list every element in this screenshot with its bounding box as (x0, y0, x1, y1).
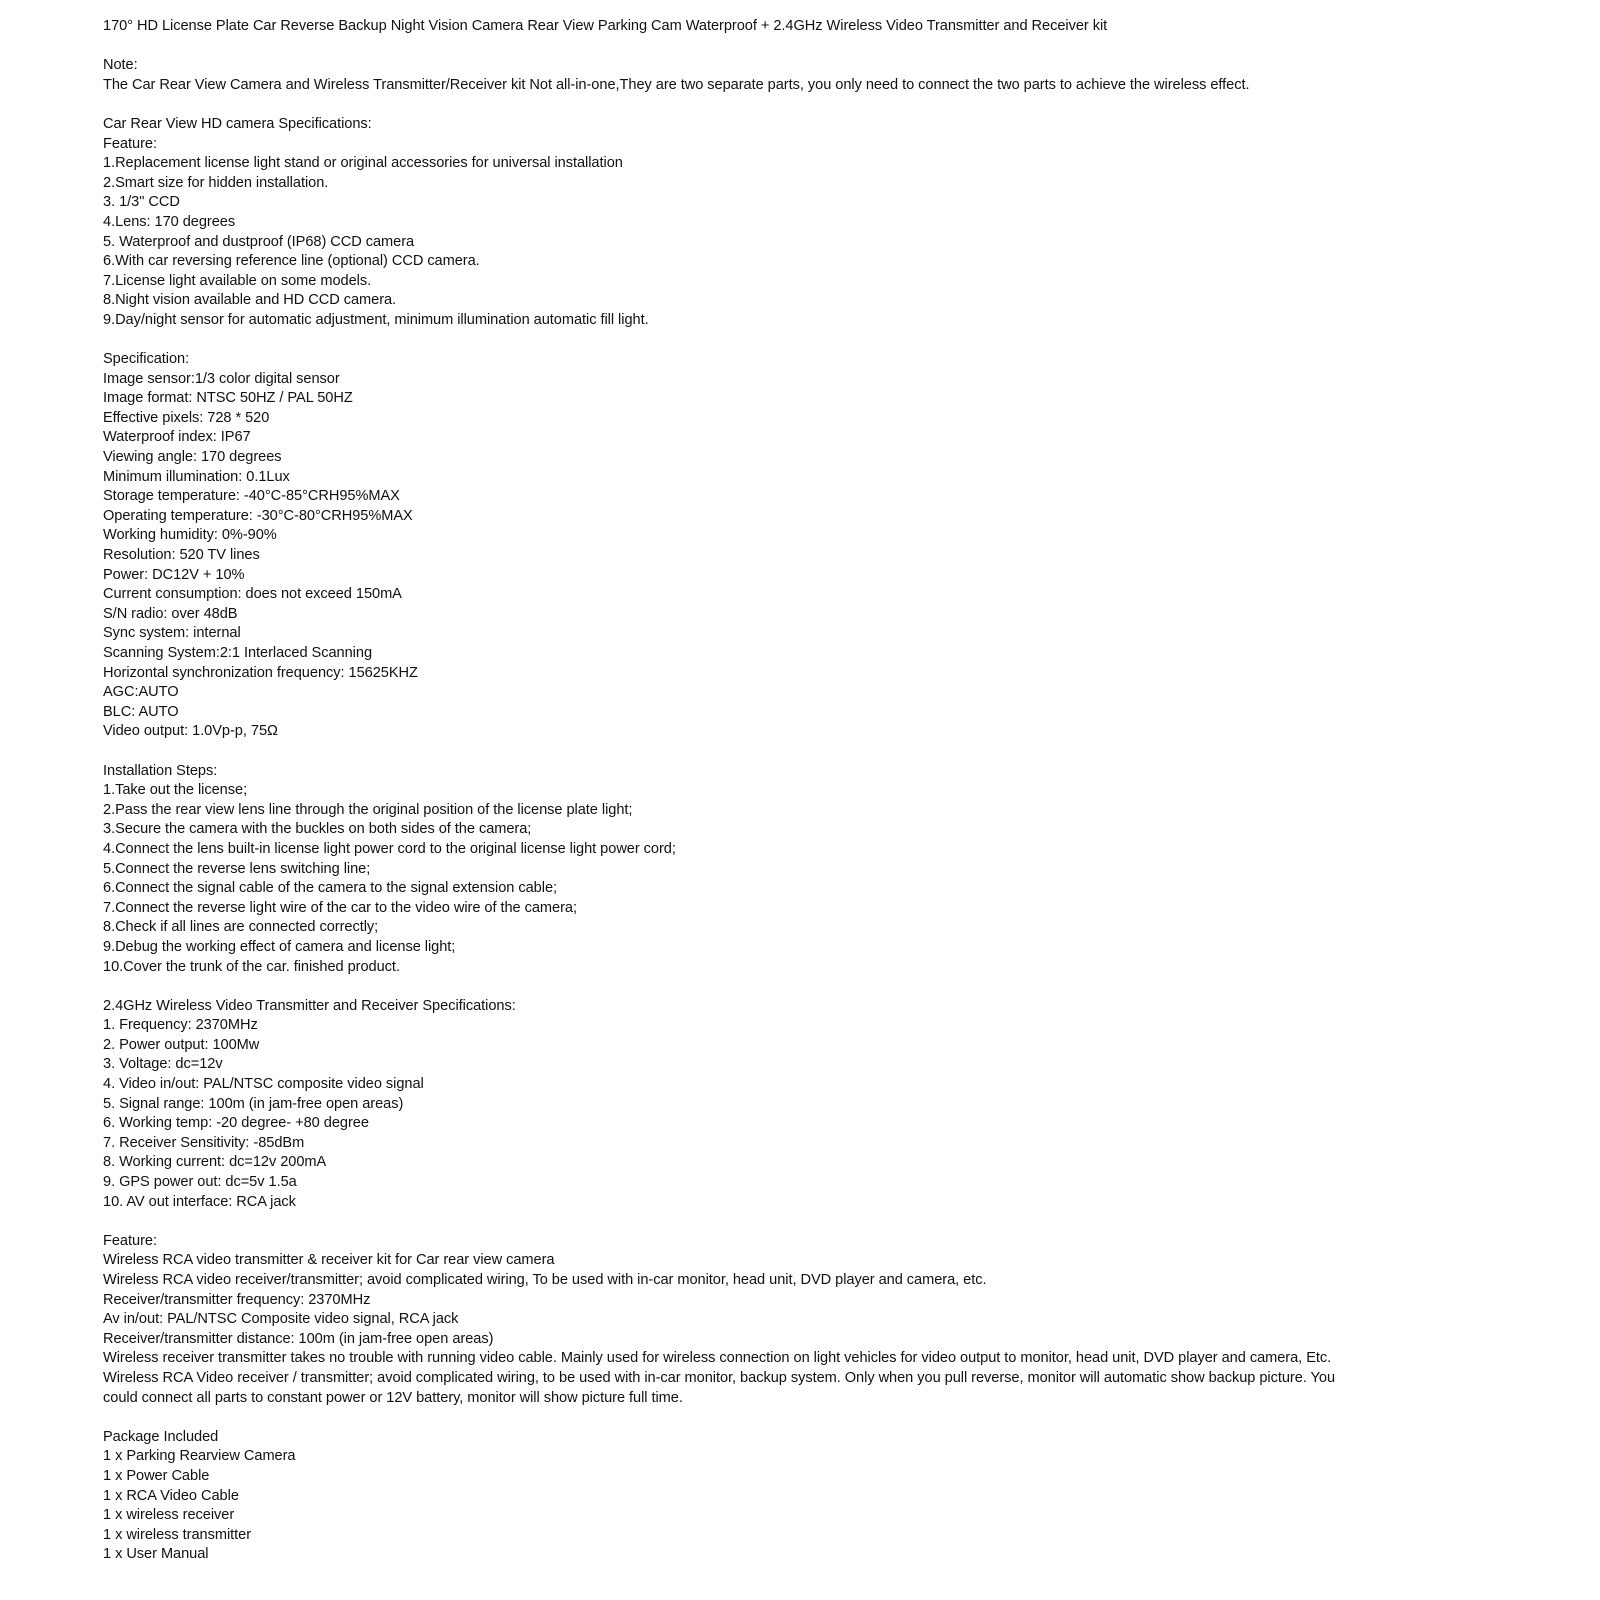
camera-feature-item: 1.Replacement license light stand or original accessories for universal installation (103, 155, 623, 172)
spacer (103, 1408, 1503, 1428)
package-item: 1 x RCA Video Cable (103, 1487, 239, 1504)
wireless-feature-line: could connect all parts to constant power or 12V battery, monitor will show picture full time. (103, 1389, 683, 1406)
wireless-feature-line: Receiver/transmitter distance: 100m (in jam-free open areas) (103, 1330, 494, 1347)
camera-feature-item: 7.License light available on some models. (103, 272, 372, 289)
spacer (103, 37, 1503, 57)
wireless-specs-section (103, 997, 1503, 1213)
spec-item: BLC: AUTO (103, 703, 179, 720)
wireless-spec-item: 3. Voltage: dc=12v (103, 1056, 223, 1073)
note-heading: Note: (103, 57, 138, 74)
package-section (103, 1428, 1503, 1565)
note-section (103, 56, 1503, 95)
camera-feature-heading: Feature: (103, 135, 157, 152)
spec-item: Operating temperature: -30°C-80°CRH95%MAX (103, 507, 413, 524)
spacer (103, 742, 1503, 762)
spec-item: S/N radio: over 48dB (103, 605, 238, 622)
wireless-feature-line: Receiver/transmitter frequency: 2370MHz (103, 1291, 371, 1308)
spacer (103, 1212, 1503, 1232)
spec-item: Image sensor:1/3 color digital sensor (103, 370, 340, 387)
spec-item: AGC:AUTO (103, 684, 179, 701)
package-item: 1 x Power Cable (103, 1467, 210, 1484)
wireless-spec-item: 9. GPS power out: dc=5v 1.5a (103, 1174, 297, 1191)
specification-section (103, 350, 1503, 742)
installation-step: 7.Connect the reverse light wire of the car to the video wire of the camera; (103, 899, 577, 916)
camera-feature-item: 6.With car reversing reference line (optional) CCD camera. (103, 253, 480, 270)
camera-specs-section (103, 115, 1503, 331)
note-text: The Car Rear View Camera and Wireless Transmitter/Receiver kit Not all-in-one,They are two separate parts, you only need to connect the two parts to achieve the wireless effect. (103, 76, 1250, 93)
wireless-feature-line: Wireless RCA video transmitter & receiver kit for Car rear view camera (103, 1252, 555, 1269)
installation-step: 5.Connect the reverse lens switching line; (103, 860, 371, 877)
wireless-spec-item: 10. AV out interface: RCA jack (103, 1193, 296, 1210)
installation-step: 10.Cover the trunk of the car. finished product. (103, 958, 400, 975)
wireless-feature-line: Wireless RCA video receiver/transmitter; avoid complicated wiring, To be used with in-car monitor, head unit, DVD player and camera, etc. (103, 1272, 987, 1288)
wireless-spec-item: 1. Frequency: 2370MHz (103, 1017, 258, 1034)
spec-item: Video output: 1.0Vp-p, 75Ω (103, 723, 278, 740)
spec-item: Resolution: 520 TV lines (103, 547, 260, 564)
spec-item: Waterproof index: IP67 (103, 429, 251, 446)
product-title: 170° HD License Plate Car Reverse Backup Night Vision Camera Rear View Parking Cam Waterproof + 2.4GHz Wireless Video Transmitter and Receiver kit (103, 18, 1108, 34)
installation-step: 9.Debug the working effect of camera and license light; (103, 938, 456, 955)
spec-item: Power: DC12V + 10% (103, 566, 245, 583)
wireless-spec-item: 7. Receiver Sensitivity: -85dBm (103, 1134, 305, 1151)
installation-step: 8.Check if all lines are connected correctly; (103, 919, 379, 936)
camera-specs-heading: Car Rear View HD camera Specifications: (103, 115, 372, 132)
spacer (103, 95, 1503, 115)
installation-step: 2.Pass the rear view lens line through the original position of the license plate light; (103, 801, 633, 818)
spec-item: Image format: NTSC 50HZ / PAL 50HZ (103, 390, 353, 407)
wireless-feature-line: Wireless receiver transmitter takes no trouble with running video cable. Mainly used for wireless connection on light vehicles for video output to monitor, head unit, DVD player and camera, Etc. (103, 1350, 1332, 1367)
camera-feature-item: 2.Smart size for hidden installation. (103, 174, 329, 191)
camera-feature-item: 4.Lens: 170 degrees (103, 213, 236, 230)
spec-item: Current consumption: does not exceed 150mA (103, 586, 402, 603)
spec-item: Horizontal synchronization frequency: 15625KHZ (103, 664, 418, 681)
wireless-feature-line: Wireless RCA Video receiver / transmitter; avoid complicated wiring, to be used with in-car monitor, backup system. Only when you pull reverse, monitor will automatic show backup picture. You (103, 1369, 1336, 1386)
installation-step: 1.Take out the license; (103, 782, 248, 799)
wireless-specs-heading: 2.4GHz Wireless Video Transmitter and Receiver Specifications: (103, 997, 516, 1014)
installation-section (103, 762, 1503, 978)
package-item: 1 x wireless receiver (103, 1507, 235, 1524)
wireless-feature-heading: Feature: (103, 1232, 157, 1249)
installation-step: 4.Connect the lens built-in license light power cord to the original license light power cord; (103, 840, 676, 857)
wireless-spec-item: 6. Working temp: -20 degree- +80 degree (103, 1115, 369, 1132)
spec-item: Working humidity: 0%-90% (103, 527, 277, 544)
spec-item: Minimum illumination: 0.1Lux (103, 468, 290, 485)
wireless-spec-item: 2. Power output: 100Mw (103, 1036, 260, 1053)
camera-feature-item: 5. Waterproof and dustproof (IP68) CCD camera (103, 233, 415, 250)
spec-item: Storage temperature: -40°C-85°CRH95%MAX (103, 488, 400, 505)
camera-feature-item: 9.Day/night sensor for automatic adjustment, minimum illumination automatic fill light. (103, 311, 649, 328)
spacer (103, 331, 1503, 351)
package-heading: Package Included (103, 1428, 219, 1445)
spec-item: Scanning System:2:1 Interlaced Scanning (103, 645, 373, 661)
package-item: 1 x wireless transmitter (103, 1526, 252, 1543)
wireless-spec-item: 5. Signal range: 100m (in jam-free open areas) (103, 1095, 404, 1112)
wireless-feature-line: Av in/out: PAL/NTSC Composite video signal, RCA jack (103, 1311, 459, 1328)
installation-heading: Installation Steps: (103, 762, 218, 779)
wireless-spec-item: 8. Working current: dc=12v 200mA (103, 1154, 327, 1171)
wireless-spec-item: 4. Video in/out: PAL/NTSC composite video signal (103, 1076, 424, 1093)
specification-heading: Specification: (103, 351, 190, 368)
package-item: 1 x Parking Rearview Camera (103, 1448, 296, 1465)
wireless-feature-section (103, 1232, 1503, 1408)
camera-feature-item: 8.Night vision available and HD CCD camera. (103, 292, 397, 309)
spacer (103, 977, 1503, 997)
installation-step: 3.Secure the camera with the buckles on both sides of the camera; (103, 821, 532, 838)
spec-item: Effective pixels: 728 * 520 (103, 409, 270, 426)
spec-item: Sync system: internal (103, 625, 241, 642)
spec-item: Viewing angle: 170 degrees (103, 449, 282, 466)
camera-feature-item: 3. 1/3" CCD (103, 194, 180, 211)
product-description-document (103, 17, 1503, 1565)
package-item: 1 x User Manual (103, 1546, 209, 1563)
installation-step: 6.Connect the signal cable of the camera to the signal extension cable; (103, 880, 558, 897)
